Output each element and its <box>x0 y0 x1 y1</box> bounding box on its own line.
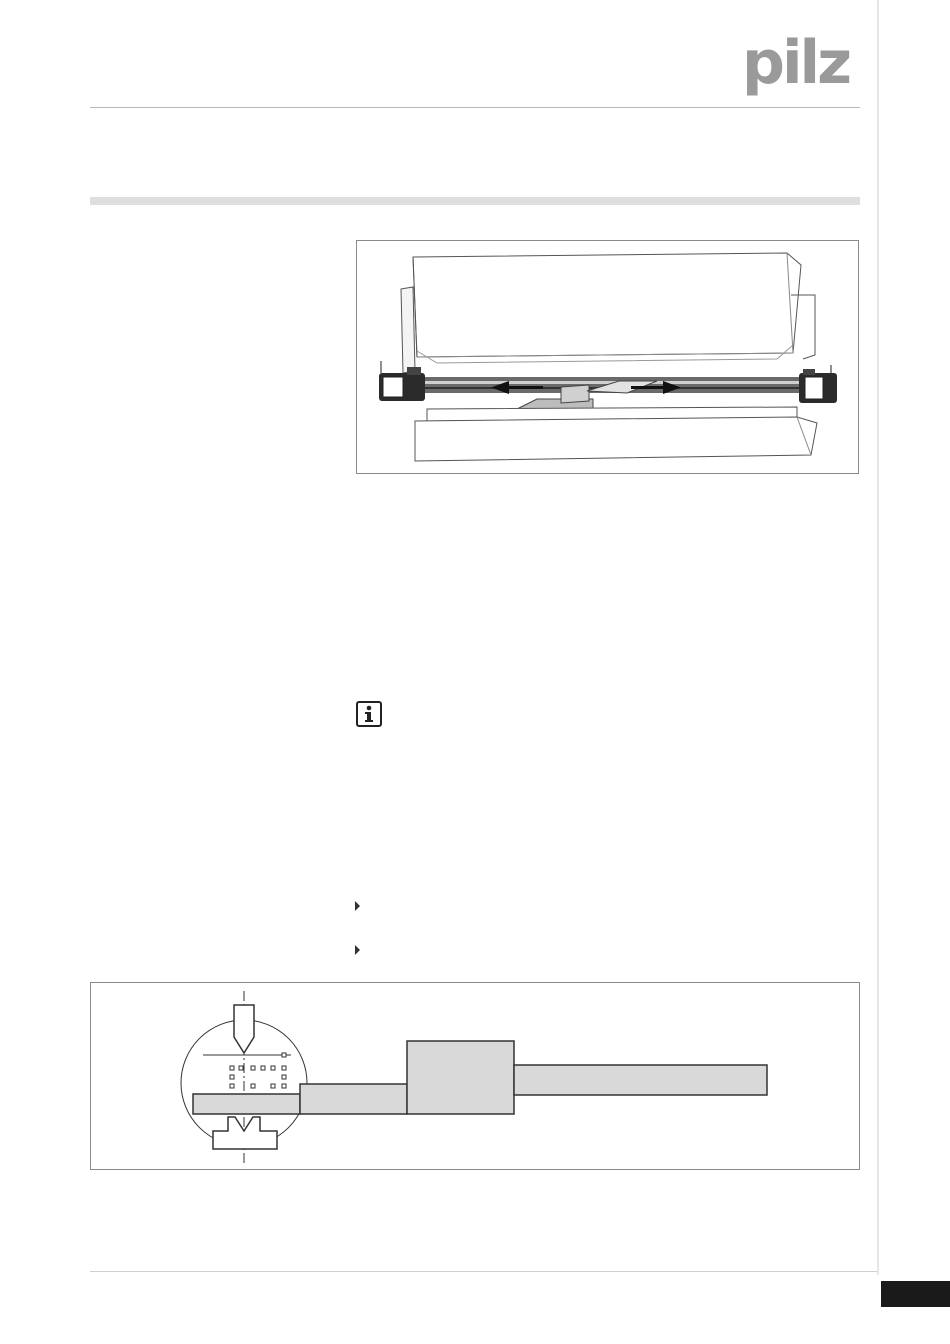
logo-text: pilz <box>742 36 850 98</box>
workpiece-steps <box>193 1041 767 1114</box>
page-margin-rule <box>877 0 879 1275</box>
page-number-tab <box>881 1281 950 1307</box>
left-sender-unit <box>379 361 425 401</box>
upper-punch <box>234 1005 254 1053</box>
press-brake-light-curtain-illustration <box>357 241 858 473</box>
right-receiver-unit <box>799 365 837 403</box>
triangle-bullet-icon <box>352 943 362 957</box>
press-brake-figure <box>356 240 859 474</box>
beam-markers <box>230 1053 286 1088</box>
upper-beam <box>401 253 815 373</box>
pilz-logo <box>740 36 864 98</box>
section-bar <box>90 197 860 205</box>
footer-divider <box>90 1271 877 1272</box>
bending-tool-protection-zone-diagram <box>91 983 859 1169</box>
lower-bed <box>415 407 817 461</box>
header-divider <box>90 107 860 108</box>
lower-die <box>213 1117 277 1149</box>
info-icon <box>356 701 382 727</box>
triangle-bullet-icon <box>352 899 362 913</box>
tool-diagram-figure <box>90 982 860 1170</box>
